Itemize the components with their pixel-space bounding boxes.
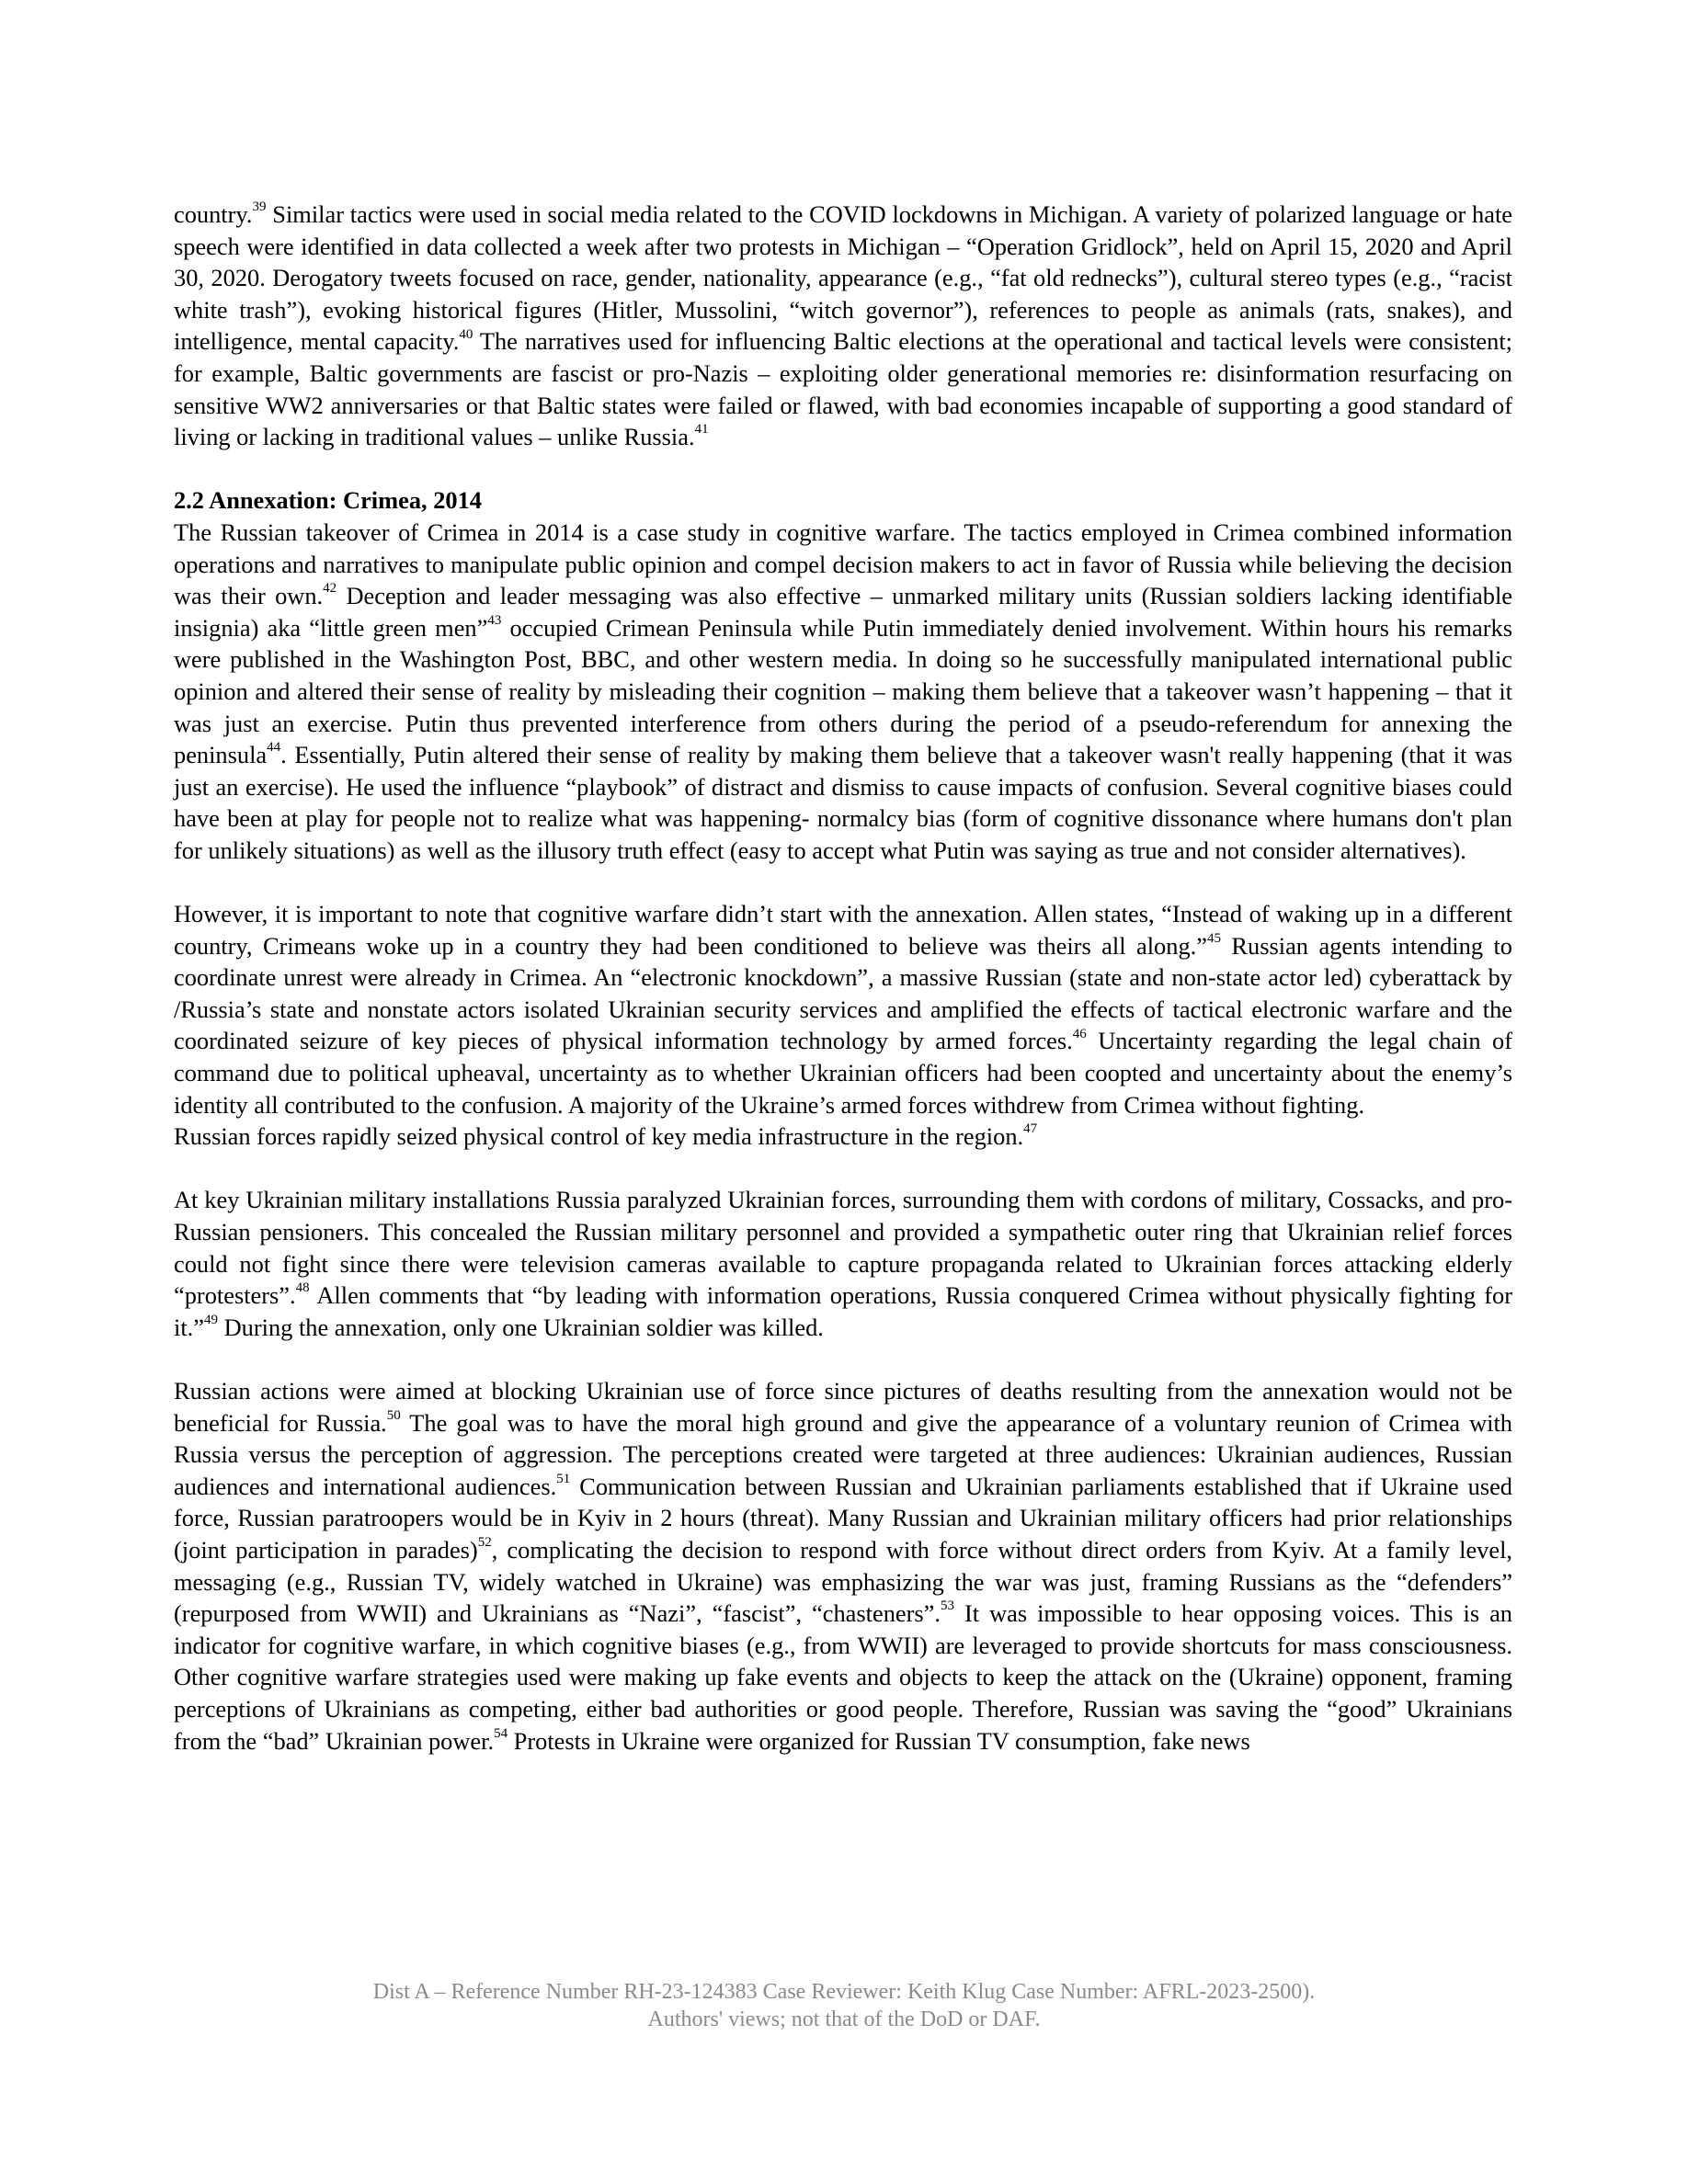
footer-reference-line: Dist A – Reference Number RH-23-124383 Case Reviewer: Keith Klug Case Number: AFRL-2023-2500). (372, 1980, 1316, 2004)
footnote-ref: 41 (694, 422, 709, 438)
footnote-ref: 44 (267, 740, 281, 756)
paragraph-intro: country.$^{39}$ Similar tactics were used in social media related to the COVID lockdowns in Michigan. A variety of polarized language or hate speech were identified in data collected a week after two protests in Michigan – “Operation Gridlock”, held on April 15, 2020 and April 30, 2020. Derogatory tweets focused on race, gender, nationality, appearance (e.g., “fat old rednecks”), cultural stereo types (e.g., “racist white trash”), evoking historical figures (Hitler, Mussolini, “witch governor”), references to people as animals (rats, snakes), and intelligence, mental capacity.$^{40}$ The narratives used for influencing Baltic elections at the operational and tactical levels were consistent; for example, Baltic governments are fascist or pro-Nazis – exploiting older generational memories re: disinformation resurfacing on sensitive WW2 anniversaries or that Baltic states were failed or flawed, with bad economies incapable of supporting a good standard of living or lacking in traditional values – unlike Russia.$^{41}$ (174, 199, 1513, 451)
footnote-ref: 39 (252, 199, 267, 215)
footnote-ref: 49 (203, 1312, 218, 1327)
footnote-ref: 50 (386, 1407, 401, 1423)
document-body (174, 199, 1512, 1757)
footnote-ref: 42 (323, 581, 337, 597)
footnote-ref: 40 (459, 326, 473, 342)
footnote-ref: 53 (940, 1598, 954, 1614)
footnote-ref: 46 (1072, 1026, 1087, 1041)
paragraph-russian-actions: Russian actions were aimed at blocking Ukrainian use of force since pictures of deaths resulting from the annexation would not be beneficial for Russia.$^{50}$ The goal was to have the moral high ground and give the appearance of a voluntary reunion of Crimea with Russia versus the perception of aggression. The perceptions created were targeted at three audiences: Ukrainian audiences, Russian audiences and international audiences.$^{51}$ Communication between Russian and Ukrainian parliaments established that if Ukraine used force, Russian paratroopers would be in Kyiv in 2 hours (threat). Many Russian and Ukrainian military officers had prior relationships (joint participation in parades)$^{52}$, complicating the decision to respond with force without direct orders from Kyiv. At a family level, messaging (e.g., Russian TV, widely watched in Ukraine) was emphasizing the war was just, framing Russians as the “defenders” (repurposed from WWII) and Ukrainians as “Nazi”, “fascist”, “chasteners”.$^{53}$ It was impossible to hear opposing voices. This is an indicator for cognitive warfare, in which cognitive biases (e.g., from WWII) are leveraged to provide shortcuts for mass consciousness. Other cognitive warfare strategies used were making up fake events and objects to keep the attack on the (Ukraine) opponent, framing perceptions of Ukrainians as competing, either bad authorities or good people. Therefore, Russian was saving the “good” Ukrainians from the “bad” Ukrainian power.$^{54}$ Protests in Ukraine were organized for Russian TV consumption, fake news (174, 1376, 1513, 1755)
paragraph-crimea-takeover: The Russian takeover of Crimea in 2014 is a case study in cognitive warfare. The tactics employed in Crimea combined information operations and narratives to manipulate public opinion and compel decision makers to act in favor of Russia while believing the decision was their own.$^{42}$ Deception and leader messaging was also effective – unmarked military units (Russian soldiers lacking identifiable insignia) aka “little green men”$^{43}$ occupied Crimean Peninsula while Putin immediately denied involvement. Within hours his remarks were published in the Washington Post, BBC, and other western media. In doing so he successfully manipulated international public opinion and altered their sense of reality by misleading their cognition – making them believe that a takeover wasn’t happening – that it was just an exercise. Putin thus prevented interference from others during the period of a pseudo-referendum for annexing the peninsula$^{44}$. Essentially, Putin altered their sense of reality by making them believe that a takeover wasn't really happening (that it was just an exercise). He used the influence “playbook” of distract and dismiss to cause impacts of confusion. Several cognitive biases could have been at play for people not to realize what was happening- normalcy bias (form of cognitive dissonance where humans don't plan for unlikely situations) as well as the illusory truth effect (easy to accept what Putin was saying as true and not consider alternatives). (174, 518, 1512, 864)
footer-disclaimer-line: Authors' views; not that of the DoD or DAF. (647, 2008, 1041, 2031)
page-footer (0, 1978, 1688, 2033)
section-heading: 2.2 Annexation: Crimea, 2014 (174, 486, 482, 515)
paragraph-military-installations: At key Ukrainian military installations Russia paralyzed Ukrainian forces, surrounding them with cordons of military, Cossacks, and pro-Russian pensioners. This concealed the Russian military personnel and provided a sympathetic outer ring that Ukrainian relief forces could not fight since there were television cameras available to capture propaganda related to Ukrainian forces attacking elderly “protesters”.$^{48}$ Allen comments that “by leading with information operations, Russia conquered Crimea without physically fighting for it.”$^{49}$ During the annexation, only one Ukrainian soldier was killed. (174, 1186, 1512, 1341)
paragraph-media-infrastructure: Russian forces rapidly seized physical control of key media infrastructure in the region.$^{47}$ (174, 1121, 1038, 1151)
footnote-ref: 47 (1023, 1121, 1038, 1137)
footnote-ref: 43 (487, 612, 502, 628)
footnote-ref: 52 (477, 1535, 492, 1551)
paragraph-cognitive-warfare-start: However, it is important to note that cognitive warfare didn’t start with the annexation. Allen states, “Instead of waking up in a different country, Crimeans woke up in a country they had been conditioned to believe was theirs all along.”$^{45}$ Russian agents intending to coordinate unrest were already in Crimea. An “electronic knockdown”, a massive Russian (state and non-state actor led) cyberattack by /Russia’s state and nonstate actors isolated Ukrainian security services and amplified the effects of tactical electronic warfare and the coordinated seizure of key pieces of physical information technology by armed forces.$^{46}$ Uncertainty regarding the legal chain of command due to political upheaval, uncertainty as to whether Ukrainian officers had been coopted and uncertainty about the enemy’s identity all contributed to the confusion. A majority of the Ukraine’s armed forces withdrew from Crimea without fighting. (174, 900, 1512, 1119)
footnote-ref: 48 (295, 1280, 310, 1296)
footnote-ref: 54 (494, 1725, 508, 1741)
footnote-ref: 51 (556, 1471, 571, 1486)
footnote-ref: 45 (1206, 930, 1221, 946)
